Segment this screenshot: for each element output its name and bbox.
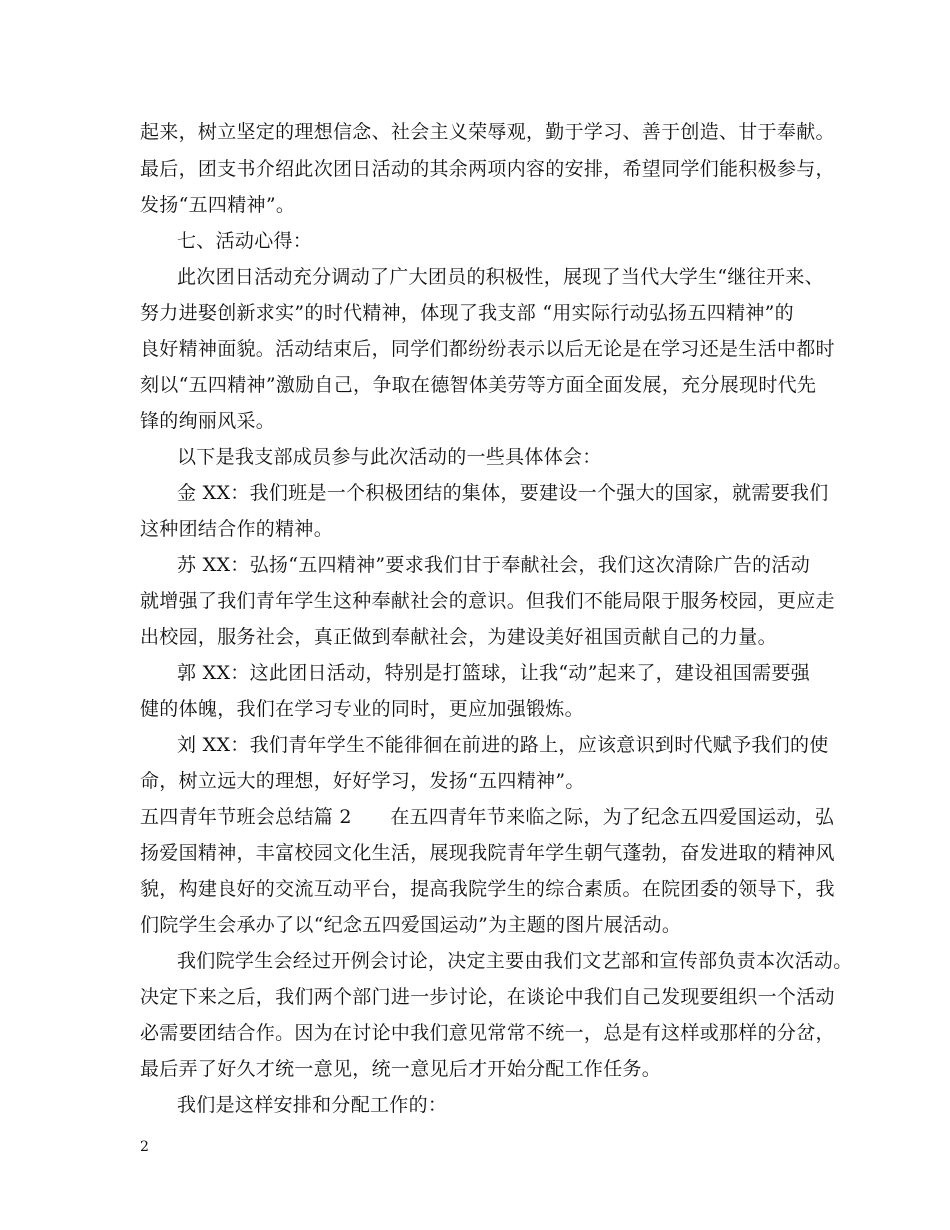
text-line: 此次团日活动充分调动了广大团员的积极性，展现了当代大学生“继往开来、 — [177, 266, 824, 288]
text-line: 刻以“五四精神”激励自己，争取在德智体美劳等方面全面发展，充分展现时代先 — [140, 374, 817, 396]
text-line: 我们院学生会经过开例会讨论，决定主要由我们文艺部和宣传部负责本次活动。 — [177, 950, 853, 972]
text-line: 刘 XX：我们青年学生不能徘徊在前进的路上，应该意识到时代赋予我们的使 — [177, 734, 829, 756]
text-line: 最后，团支书介绍此次团日活动的其余两项内容的安排，希望同学们能积极参与， — [140, 158, 835, 180]
text-line: 命，树立远大的理想，好好学习，发扬“五四精神”。 — [140, 770, 585, 792]
text-line: 出校园，服务社会，真正做到奉献社会，为建设美好祖国贡献自己的力量。 — [140, 626, 777, 648]
text-line: 最后弄了好久才统一意见，统一意见后才开始分配工作任务。 — [140, 1058, 662, 1080]
text-line: 努力进娶创新求实”的时代精神，体现了我支部 “用实际行动弘扬五四精神”的 — [140, 302, 794, 324]
page-number: 2 — [140, 1139, 149, 1155]
text-line: 苏 XX：弘扬“五四精神”要求我们甘于奉献社会，我们这次清除广告的活动 — [177, 554, 811, 576]
text-line: 貌，构建良好的交流互动平台，提高我院学生的综合素质。在院团委的领导下，我 — [140, 878, 835, 900]
text-line: 良好精神面貌。活动结束后，同学们都纷纷表示以后无论是在学习还是生活中都时 — [140, 338, 835, 360]
section-heading: 七、活动心得： — [177, 230, 313, 252]
text-line: 锋的绚丽风采。 — [140, 410, 276, 432]
text-line: 健的体魄，我们在学习专业的同时，更应加强锻炼。 — [140, 698, 584, 720]
text-line: 我们是这样安排和分配工作的： — [177, 1094, 448, 1116]
text-line: 这种团结合作的精神。 — [140, 518, 334, 540]
section-title-line: 五四青年节班会总结篇 2 在五四青年节来临之际，为了纪念五四爱国运动，弘 — [140, 806, 835, 828]
text-line: 以下是我支部成员参与此次活动的一些具体体会： — [177, 446, 602, 468]
text-line: 就增强了我们青年学生这种奉献社会的意识。但我们不能局限于服务校园，更应走 — [140, 590, 835, 612]
text-line: 扬爱国精神，丰富校园文化生活，展现我院青年学生朝气蓬勃，奋发进取的精神风 — [140, 842, 835, 864]
text-line: 郭 XX：这此团日活动，特别是打篮球，让我“动”起来了，建设祖国需要强 — [177, 662, 811, 684]
text-line: 发扬“五四精神”。 — [140, 194, 296, 216]
text-line: 必需要团结合作。因为在讨论中我们意见常常不统一，总是有这样或那样的分岔， — [140, 1022, 835, 1044]
text-line: 起来，树立坚定的理想信念、社会主义荣辱观，勤于学习、善于创造、甘于奉献。 — [140, 121, 835, 143]
text-line: 金 XX：我们班是一个积极团结的集体，要建设一个强大的国家，就需要我们 — [177, 482, 829, 504]
text-line: 决定下来之后，我们两个部门进一步讨论，在谈论中我们自己发现要组织一个活动 — [140, 986, 835, 1008]
text-line: 们院学生会承办了以“纪念五四爱国运动”为主题的图片展活动。 — [140, 914, 682, 936]
